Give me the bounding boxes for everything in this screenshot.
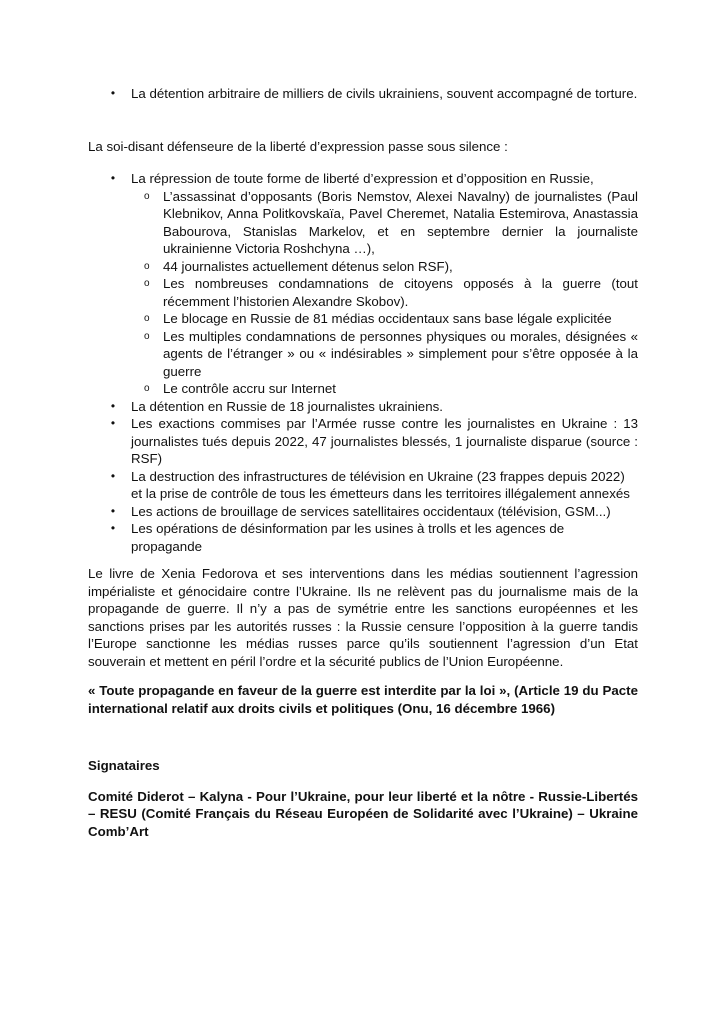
- controle-text: Le contrôle accru sur Internet: [163, 381, 336, 396]
- destruction-text: La destruction des infrastructures de télévision en Ukraine (23 frappes depuis 2022) et la prise de contrôle de tous les émetteurs dans les territoires illégalement annexés: [131, 468, 630, 501]
- list-item: [88, 398, 638, 416]
- sub-list-item: [131, 328, 638, 381]
- detenus-text: 44 journalistes actuellement détenus selon RSF),: [163, 258, 453, 274]
- blocage-text: Le blocage en Russie de 81 médias occidentaux sans base légale explicitée: [163, 311, 612, 326]
- bullet-glyph: •: [110, 171, 116, 185]
- sub-bullet-glyph: o: [144, 330, 150, 342]
- silence-intro: La soi-disant défenseure de la liberté d’expression passe sous silence :: [88, 138, 508, 154]
- brouillage-text: Les actions de brouillage de services satellitaires occidentaux (télévision, GSM...): [131, 503, 611, 519]
- sub-bullet-glyph: o: [144, 313, 150, 324]
- repression-text: La répression de toute forme de liberté d’expression et d’opposition en Russie,: [131, 171, 594, 186]
- list-item: [88, 170, 638, 398]
- sub-list-item: [131, 380, 638, 398]
- bullet-glyph: •: [110, 398, 116, 413]
- list-item: [88, 468, 638, 503]
- sub-bullet-glyph: o: [144, 278, 150, 289]
- list-item: [88, 415, 638, 468]
- list-item: [88, 520, 638, 555]
- assassinat-text: L’assassinat d’opposants (Boris Nemstov, Alexei Navalny) de journalistes (Paul Klebnikov, Anna Politkovskaïa, Pavel Cheremet, Natalia Estemirova, Anastassia Babourova, Stanislas Markelov, et en septembre dernier la journaliste ukrainienne Victoria Roshchyna …),: [163, 188, 638, 256]
- intro-bullet-text: La détention arbitraire de milliers de civils ukrainiens, souvent accompagné de torture.: [131, 86, 638, 101]
- signataires-heading: Signataires: [88, 758, 160, 773]
- bullet-glyph: •: [110, 468, 116, 483]
- list-item: [88, 503, 638, 521]
- body-paragraph: Le livre de Xenia Fedorova et ses interventions dans les médias soutiennent l’agression impérialiste et génocidaire contre l’Ukraine. Ils ne relèvent pas du journalisme mais de la propagande de guerre. Il n’y a pas de symétrie entre les sanctions européennes et les sanctions prises par les autorités russes : la Russie censure l’opposition à la guerre tandis l’Europe sanctionne les médias russes parce qu’ils soutiennent l’agression d’un Etat souverain et mettent en péril l’ordre et la sécurité publics de l’Union Européenne.: [88, 566, 638, 669]
- intro-list: [88, 85, 638, 103]
- sub-bullet-glyph: o: [144, 260, 150, 272]
- condamnations-text: Les nombreuses condamnations de citoyens opposés à la guerre (tout récemment l’historien Alexandre Skobov).: [163, 276, 638, 309]
- sub-list-item: [131, 258, 638, 276]
- signataires-list: Comité Diderot – Kalyna - Pour l’Ukraine, pour leur liberté et la nôtre - Russie-Libertés – RESU (Comité Français du Réseau Européen de Solidarité avec l’Ukraine) – Ukraine Comb’Art: [88, 788, 638, 839]
- sub-list-item: [131, 188, 638, 258]
- desinformation-text: Les opérations de désinformation par les usines à trolls et les agences de propagande: [131, 521, 565, 554]
- sub-list: [131, 188, 638, 398]
- sub-bullet-glyph: o: [144, 190, 150, 202]
- sub-bullet-glyph: o: [144, 383, 150, 394]
- exactions-text: Les exactions commises par l’Armée russe contre les journalistes en Ukraine : 13 journalistes tués depuis 2022, 47 journalistes blessés, 1 journaliste disparue (source : RSF): [131, 416, 638, 466]
- main-bullet-list: [88, 170, 638, 555]
- bullet-glyph: •: [110, 521, 116, 535]
- list-item: [88, 85, 638, 103]
- detention-text: La détention en Russie de 18 journalistes ukrainiens.: [131, 398, 443, 414]
- quote-paragraph: « Toute propagande en faveur de la guerre est interdite par la loi », (Article 19 du Pacte international relatif aux droits civils et politiques (Onu, 16 décembre 1966): [88, 683, 638, 716]
- document-content: [88, 85, 638, 840]
- sub-list-item: [131, 275, 638, 310]
- bullet-glyph: •: [110, 503, 116, 518]
- bullet-glyph: •: [110, 416, 116, 430]
- multiples-text: Les multiples condamnations de personnes physiques ou morales, désignées « agents de l’étranger » ou « indésirables » simplement pour s’être opposée à la guerre: [163, 328, 638, 379]
- bullet-glyph: •: [110, 86, 116, 100]
- sub-list-item: [131, 310, 638, 328]
